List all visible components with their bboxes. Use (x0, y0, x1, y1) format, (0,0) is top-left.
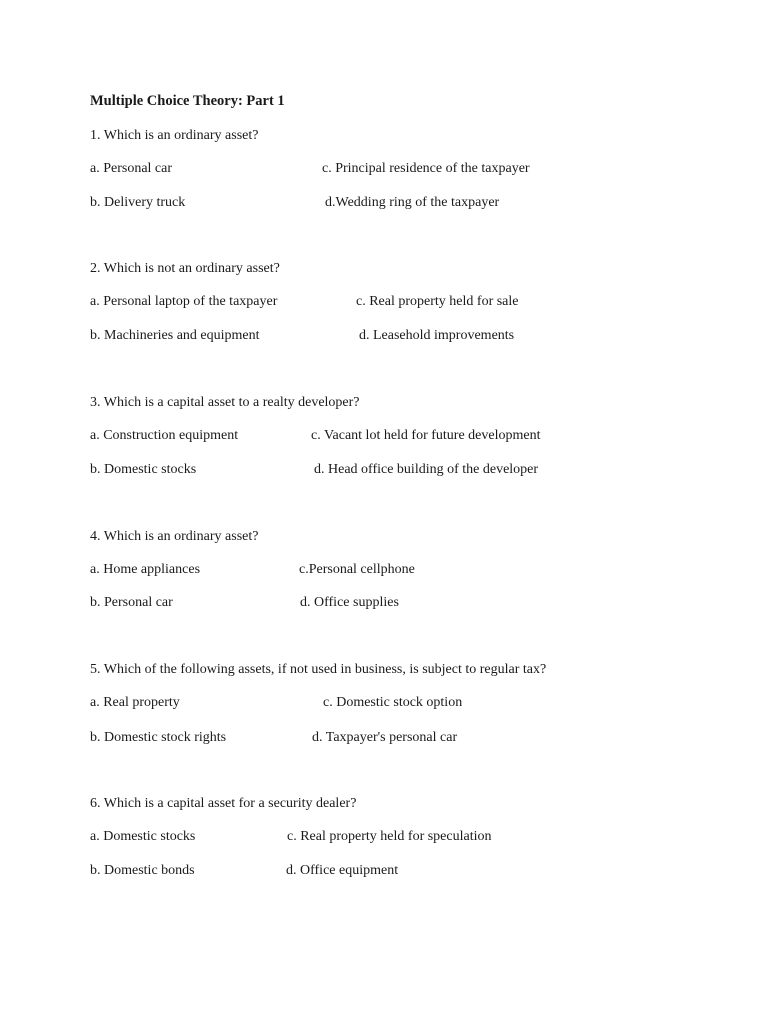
question-5-option-b: b. Domestic stock rights (90, 730, 227, 745)
question-1-option-d: d.Wedding ring of the taxpayer (325, 195, 500, 210)
question-6-option-b: b. Domestic bonds (90, 863, 195, 878)
question-5-option-a: a. Real property (90, 695, 180, 710)
question-4-text: 4. Which is an ordinary asset? (90, 529, 259, 544)
question-3-option-c: c. Vacant lot held for future development (311, 428, 541, 443)
question-6-text: 6. Which is a capital asset for a security dealer? (90, 796, 357, 811)
question-3-option-b: b. Domestic stocks (90, 462, 197, 477)
question-2-option-b: b. Machineries and equipment (90, 328, 260, 343)
question-3-text: 3. Which is a capital asset to a realty developer? (90, 395, 360, 410)
question-1-option-c: c. Principal residence of the taxpayer (322, 161, 530, 176)
question-5-option-d: d. Taxpayer's personal car (312, 730, 458, 745)
document-title: Multiple Choice Theory: Part 1 (90, 93, 285, 109)
question-4-option-c: c.Personal cellphone (299, 562, 415, 577)
question-4-option-d: d. Office supplies (300, 595, 399, 610)
question-6-option-c: c. Real property held for speculation (287, 829, 492, 844)
question-6-option-a: a. Domestic stocks (90, 829, 196, 844)
question-5-text: 5. Which of the following assets, if not used in business, is subject to regular tax? (90, 662, 547, 677)
question-5-option-c: c. Domestic stock option (323, 695, 463, 710)
question-6-option-d: d. Office equipment (286, 863, 399, 878)
question-1-option-a: a. Personal car (90, 161, 173, 176)
question-1-text: 1. Which is an ordinary asset? (90, 128, 259, 143)
question-2-option-d: d. Leasehold improvements (359, 328, 515, 343)
question-2-option-a: a. Personal laptop of the taxpayer (90, 294, 278, 309)
question-2-option-c: c. Real property held for sale (356, 294, 519, 309)
question-4-option-b: b. Personal car (90, 595, 173, 610)
question-2-text: 2. Which is not an ordinary asset? (90, 261, 280, 276)
question-3-option-d: d. Head office building of the developer (314, 462, 539, 477)
question-4-option-a: a. Home appliances (90, 562, 201, 577)
question-1-option-b: b. Delivery truck (90, 195, 186, 210)
question-3-option-a: a. Construction equipment (90, 428, 239, 443)
